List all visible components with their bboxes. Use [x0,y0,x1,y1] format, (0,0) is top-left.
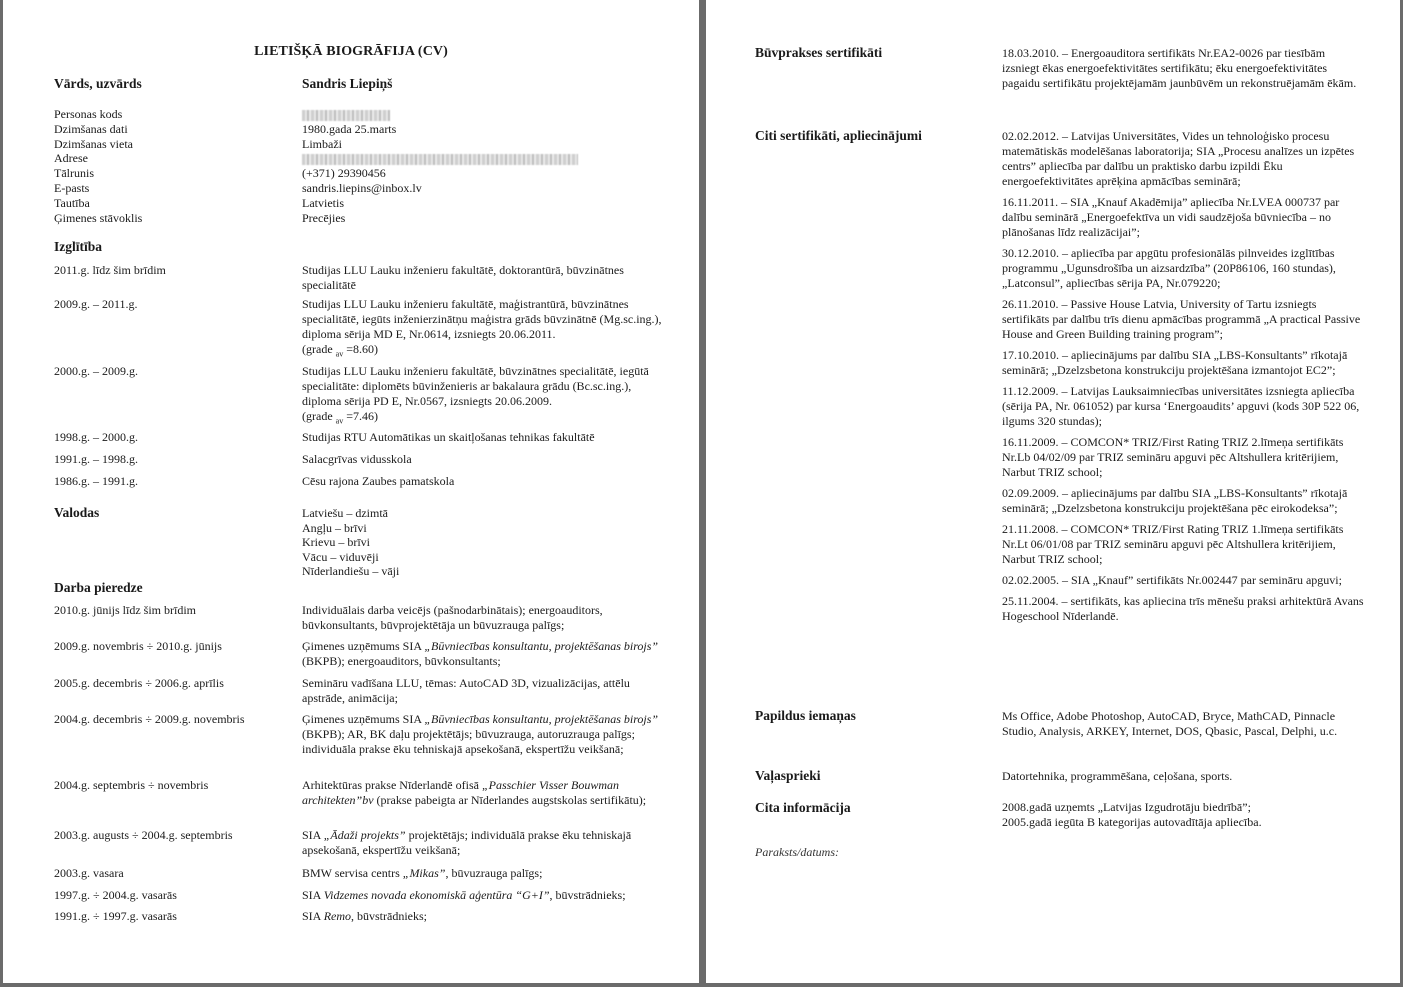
personal-value: 1980.gada 25.marts [302,121,397,136]
work-heading: Darba pieredze [54,580,143,595]
education-text: Cēsu rajona Zaubes pamatskola [302,474,455,488]
education-text: Studijas LLU Lauku inženieru fakultātē, būvzinātnes specialitātē, iegūtā specialitāte: diplomēts būvinženieris ar bakalaura grādu (Bc.sc.ing.), diploma sērija PD E, Nr.0567, izsniegts 20.06.2009. (grade $_{av}$ =7.46) [302,364,664,428]
education-text: Studijas LLU Lauku inženieru fakultātē, maģistrantūrā, būvzinātnes specialitātē, iegūts inženierzinātņu maģistra grāds būvzinātnē (Mg.sc.ing.), diploma sērija MD E, Nr.0614, izsniegts 20.06.2011. (grade $_{av}$ =8.60) [302,297,664,361]
personal-label: Adrese [54,151,88,166]
education-text: Studijas LLU Lauku inženieru fakultātē, doktorantūrā, būvzinātnes specialitātē [302,263,624,292]
other-cert-list [1002,129,1364,630]
certificate-item: 11.12.2009. – Latvijas Lauksaimniecības universitātes izsniegta apliecība (sērija PA, Nr. 061052) par kursa ‘Energoaudits’ apguvi (kods 30P 522 06, ilgums 320 stundas); [1002,384,1360,428]
work-period: 2005.g. decembris ÷ 2006.g. aprīlis [54,676,224,690]
education-period: 1998.g. – 2000.g. [54,430,138,444]
language-item: Angļu – brīvi [302,520,367,535]
other-cert-heading: Citi sertifikāti, apliecinājumi [755,128,922,143]
name-value: Sandris Liepiņš [302,76,393,91]
other-info-heading: Cita informācija [755,800,851,815]
education-period: 2000.g. – 2009.g. [54,364,138,378]
work-period: 1997.g. ÷ 2004.g. vasarās [54,888,177,902]
build-cert-text: 18.03.2010. – Energoauditora sertifikāts Nr.EA2-0026 par tiesībām izsniegt ēkas energoefektivitātes sertifikātu; ēku energoefektivitātes pagaidu sertifikātu projektējamām jaunbūvēm un rekonstruējamām ēkām. [1002,46,1357,90]
certificate-item: 25.11.2004. – sertifikāts, kas apliecina trīs mēnešu praksi arhitektūrā Avans Hogeschool Nīderlandē. [1002,594,1364,623]
certificate-item: 16.11.2009. – COMCON* TRIZ/First Rating TRIZ 2.līmeņa sertifikāts Nr.Lb 04/02/09 par TRIZ semināru apguvi pēc Altshullera kritērijiem, Narbut TRIZ school; [1002,435,1344,479]
personal-value: Limbaži [302,136,342,151]
personal-label: Dzimšanas dati [54,121,128,136]
language-item: Latviešu – dzimtā [302,506,388,520]
build-cert-heading: Būvprakses sertifikāti [755,45,883,60]
grade: (grade $_{av}$ =7.46) [302,409,378,426]
work-text: Arhitektūras prakse Nīderlandē ofisā „Passchier Visser Bouwman architekten”bv (prakse pabeigta ar Nīderlandes augstskolas sertifikātu); [302,778,647,807]
personal-label: Tautība [54,195,90,210]
language-item: Krievu – brīvi [302,535,370,550]
language-item: Vācu – viduvēji [302,549,379,564]
certificate-item: 30.12.2010. – apliecība par apgūtu profesionālās pilnveides izglītības programmu „Ugunsdrošība un aizsardzība” (20P86106, 160 stundas), „Latconsul”, apliecības sērija PA, Nr.079220; [1002,246,1336,290]
work-period: 2003.g. augusts ÷ 2004.g. septembris [54,828,233,842]
work-text: SIA Remo, būvstrādnieks; [302,909,428,923]
work-period: 2004.g. septembris ÷ novembris [54,778,209,792]
document-title: LIETIŠĶĀ BIOGRĀFIJA (CV) [254,44,448,59]
other-info-list [1002,800,1364,830]
certificate-item: 02.02.2012. – Latvijas Universitātes, Vides un tehnoloģisko procesu matemātiskās modelēšanas laboratorija; SIA „Procesu analīzes un izpētes centrs” apliecība par dalību un praktisko darbu izpildi Ēku energoefektivitātes aprēķina apmācības seminārā; [1002,129,1355,188]
other-info-item: 2005.gadā iegūta B kategorijas autovadītāja apliecība. [1002,815,1262,829]
page-left [3,0,699,983]
work-period: 2003.g. vasara [54,866,124,880]
personal-label: Personas kods [54,107,123,121]
education-period: 1986.g. – 1991.g. [54,474,138,488]
work-text: Ģimenes uzņēmums SIA „Būvniecības konsultantu, projektēšanas birojs” (BKPB); AR, BK daļu projektētājs; būvuzrauga, autoruzrauga palīgs; individuāla prakse ēku tehniskajā apsekošanā, ekspertīžu veikšanā; [302,712,659,756]
education-text: Salacgrīvas vidusskola [302,452,412,466]
other-info-item: 2008.gadā uzņemts „Latvijas Izgudrotāju biedrībā”; [1002,800,1251,814]
languages-list [302,506,399,579]
education-period: 2009.g. – 2011.g. [54,297,138,311]
certificate-item: 17.10.2010. – apliecinājums par dalību SIA „LBS-Konsultants” rīkotajā seminārā; „Dzelzsbetona konstrukciju projektēšana izmantojot EC2”; [1002,348,1348,377]
certificate-item: 26.11.2010. – Passive House Latvia, University of Tartu izsniegts sertifikāts par dalību trīs dienu apmācības programmā „A practical Passive House and Green Building training program”; [1002,297,1361,341]
work-period: 2009.g. novembris ÷ 2010.g. jūnijs [54,639,222,653]
personal-label: E-pasts [54,181,90,195]
grade: (grade $_{av}$ =8.60) [302,342,378,359]
hobbies-text: Datortehnika, programmēšana, ceļošana, sports. [1002,769,1233,783]
personal-value: Precējies [302,210,346,225]
work-text: BMW servisa centrs „Mikas”, būvuzrauga palīgs; [302,866,543,880]
education-text: Studijas RTU Automātikas un skaitļošanas tehnikas fakultātē [302,430,595,444]
work-text: SIA „Ādaži projekts” projektētājs; individuālā prakse ēku tehniskajā apsekošanā, ekspertīžu veikšanā; [302,828,632,857]
certificate-item: 21.11.2008. – COMCON* TRIZ/First Rating TRIZ 1.līmeņa sertifikāts Nr.Lt 06/01/08 par TRIZ semināru apguvi pēc Altshullera kritērijiem, Narbut TRIZ school; [1002,522,1344,566]
name-label: Vārds, uzvārds [54,76,142,91]
page-right [706,0,1400,983]
languages-heading: Valodas [54,505,100,520]
redacted-value [302,107,390,122]
personal-value: (+371) 29390456 [302,166,386,181]
signature-label: Paraksts/datums: [755,845,839,859]
personal-value: Latvietis [302,195,344,210]
education-heading: Izglītība [54,239,103,254]
certificate-item: 02.09.2009. – apliecinājums par dalību SIA „LBS-Konsultants” rīkotajā seminārā; „Dzelzsbetona konstrukciju projektēšana pēc eirokodeksa”; [1002,486,1348,515]
work-period: 2004.g. decembris ÷ 2009.g. novembris [54,712,245,726]
certificate-item: 16.11.2011. – SIA „Knauf Akadēmija” apliecība Nr.LVEA 000737 par dalību seminārā „Energoefektīva un vidi saudzējoša būvniecība – no plānošanas līdz realizācijai”; [1002,195,1340,239]
work-text: Individuālais darba veicējs (pašnodarbinātais); energoauditors, būvkonsultants, būvprojektētāja un būvuzrauga palīgs; [302,603,603,632]
personal-label: Dzimšanas vieta [54,136,133,151]
education-period: 2011.g. līdz šim brīdim [54,263,166,277]
work-period: 1991.g. ÷ 1997.g. vasarās [54,909,177,923]
hobbies-heading: Vaļasprieki [755,768,821,783]
personal-value: sandris.liepins@inbox.lv [302,181,422,195]
personal-label: Tālrunis [54,166,94,181]
redacted-value [302,151,578,166]
work-text: SIA Vidzemes novada ekonomiskā aģentūra “G+I”, būvstrādnieks; [302,888,626,902]
personal-label: Ģimenes stāvoklis [54,210,143,225]
certificate-item: 02.02.2005. – SIA „Knauf” sertifikāts Nr.002447 par semināru apguvi; [1002,573,1342,587]
work-text: Semināru vadīšana LLU, tēmas: AutoCAD 3D, vizualizācijas, attēlu apstrāde, animācija; [302,676,630,705]
language-item: Nīderlandiešu – vāji [302,564,400,579]
work-period: 2010.g. jūnijs līdz šim brīdim [54,603,197,617]
education-period: 1991.g. – 1998.g. [54,452,138,466]
work-text: Ģimenes uzņēmums SIA „Būvniecības konsultantu, projektēšanas birojs” (BKPB); energoauditors, būvkonsultants; [302,639,659,668]
skills-heading: Papildus iemaņas [755,708,856,723]
skills-text: Ms Office, Adobe Photoshop, AutoCAD, Bryce, MathCAD, Pinnacle Studio, Analysis, ARKEY, Internet, DOS, Qbasic, Pascal, Delphi, u.c. [1002,709,1338,738]
